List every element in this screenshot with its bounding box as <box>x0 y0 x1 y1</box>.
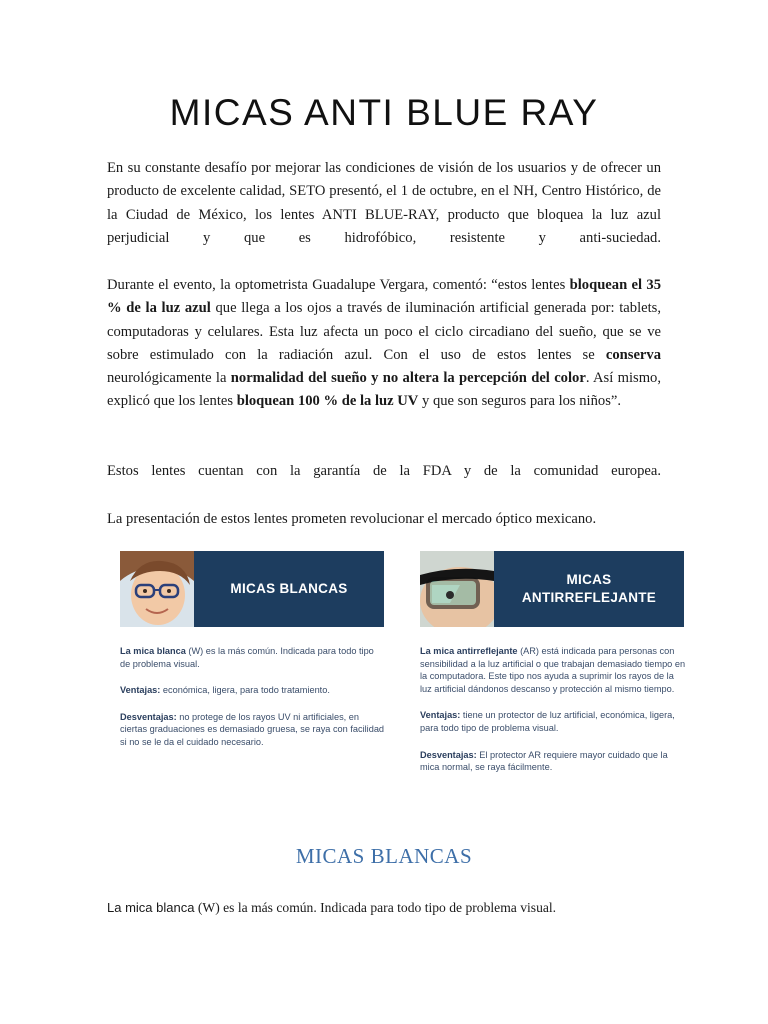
desventajas-text: no protege de los rayos UV ni artificiales, en ciertas graduaciones es demasiado gruesa, se raya con facilidad si no se le da el cuidado necesario. <box>120 711 385 747</box>
micas-antirreflejante-description <box>420 645 686 774</box>
event-text-5: y que son seguros para los niños”. <box>418 393 622 410</box>
event-text-2: que llega a los ojos a través de iluminación artificial generada por: tablets, computadoras y celulares. Esta luz afecta un poco el ciclo circadiano del sueño, que se ve sobre estimulado con la radiación azul. Con el uso de estos lentes se <box>107 300 661 363</box>
micas-blancas-description <box>120 645 386 749</box>
event-text-4: . Así mismo, explicó que los lentes <box>107 370 662 410</box>
intro-paragraph: En su constante desafío por mejorar las condiciones de visión de los usuarios y de ofrecer un producto de excelente calidad, SETO presentó, el 1 de octubre, en el NH, Centro Histórico, de la Ciudad de México, los lentes ANTI BLUE-RAY, producto que bloquea la luz azul perjudicial y que es hidrofóbico, resistente y anti-suciedad. <box>107 160 661 246</box>
ventajas-text: económica, ligera, para todo tratamiento. <box>160 685 330 696</box>
event-text-3: neurológicamente la <box>107 370 231 387</box>
ventajas-text: tiene un protector de luz artificial, económica, ligera, para todo tipo de problema visual. <box>420 710 675 733</box>
presentation-paragraph: La presentación de estos lentes prometen revolucionar el mercado óptico mexicano. <box>107 511 597 527</box>
guarantee-paragraph: Estos lentes cuentan con la garantía de la FDA y de la comunidad europea. <box>107 463 661 479</box>
event-paragraph <box>107 274 661 414</box>
child-with-glasses-photo <box>120 551 194 627</box>
ventajas-label: Ventajas: <box>420 710 461 721</box>
micas-blancas-card <box>120 551 386 763</box>
page-title: MICAS ANTI BLUE RAY <box>169 92 599 133</box>
event-bold-4: bloquean 100 % de la luz UV <box>236 393 419 410</box>
desc-bold: La mica antirreflejante <box>420 646 518 656</box>
banner-line-2: ANTIRREFLEJANTE <box>521 590 657 605</box>
micas-blancas-banner <box>120 551 384 627</box>
closing-text: (W) es la más común. Indicada para todo tipo de problema visual. <box>194 900 557 915</box>
antirreflejante-desventajas <box>420 749 686 774</box>
desc-bold: La mica blanca <box>120 646 186 656</box>
micas-antirreflejante-banner <box>420 551 684 627</box>
event-text-1: Durante el evento, la optometrista Guadalupe Vergara, comentó: “estos lentes <box>107 277 570 293</box>
closing-paragraph <box>107 899 556 917</box>
ventajas-label: Ventajas: <box>120 685 161 696</box>
glasses-closeup-photo <box>420 551 494 627</box>
desventajas-label: Desventajas: <box>420 749 477 760</box>
micas-blancas-desc-line <box>120 645 386 670</box>
antirreflejante-ventajas <box>420 709 686 734</box>
desventajas-label: Desventajas: <box>120 711 177 722</box>
micas-blancas-heading: MICAS BLANCAS <box>295 844 473 868</box>
micas-antirreflejante-banner-label <box>494 551 684 627</box>
antirreflejante-desc-line <box>420 645 686 695</box>
event-bold-3: normalidad del sueño y no altera la percepción del color <box>230 370 586 387</box>
event-bold-1: bloquean el 35 % de la luz azul <box>107 277 661 317</box>
desc-text: (AR) está indicada para personas con sensibilidad a la luz artificial o que trabajan demasiado tiempo en la computadora. Este tipo nos ayuda a suprimir los rayos de la luz artificial dándonos descanso y protección al mismo tiempo. <box>420 646 686 694</box>
micas-blancas-ventajas <box>120 684 386 697</box>
micas-antirreflejante-card <box>420 551 686 788</box>
banner-line-1: MICAS <box>566 572 612 587</box>
micas-blancas-banner-label: MICAS BLANCAS <box>230 581 348 596</box>
micas-blancas-desventajas <box>120 711 386 749</box>
closing-lead: La mica blanca <box>107 900 195 915</box>
event-bold-2: conserva <box>605 346 661 363</box>
desventajas-text: El protector AR requiere mayor cuidado que la mica normal, se raya fácilmente. <box>420 749 668 773</box>
desc-text: (W) es la más común. Indicada para todo tipo de problema visual. <box>120 646 374 669</box>
